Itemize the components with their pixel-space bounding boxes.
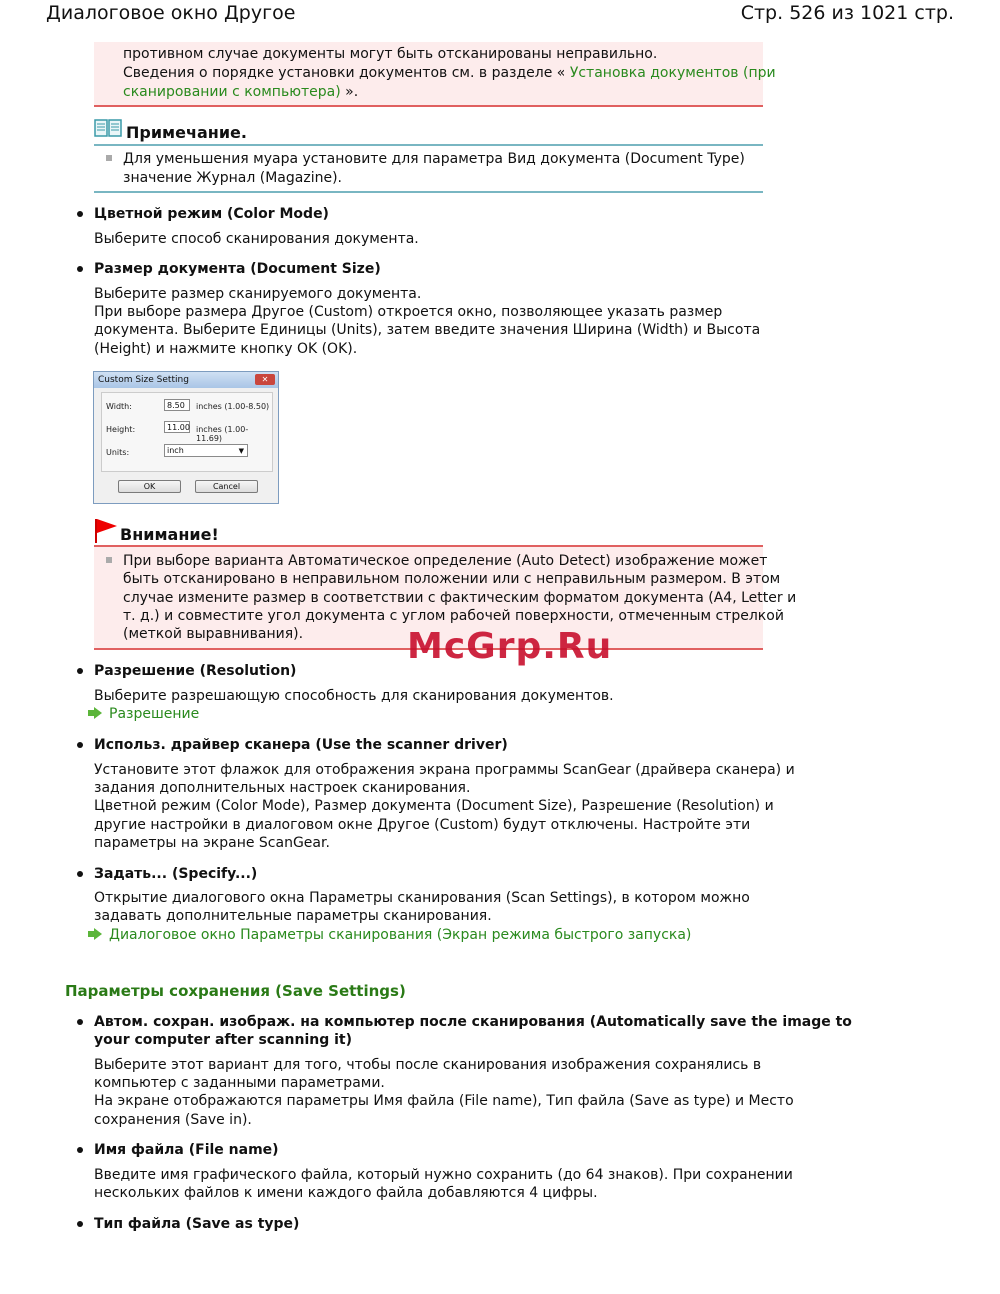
specify-desc: Открытие диалогового окна Параметры сканирования (Scan Settings), в котором можно — [94, 890, 750, 906]
note-title: Примечание. — [126, 123, 247, 142]
file-name-desc: Введите имя графического файла, который нужно сохранить (до 64 знаков). При сохранении — [94, 1167, 793, 1183]
chevron-down-icon: ▼ — [238, 447, 244, 455]
note-divider-top — [94, 144, 763, 146]
bullet — [77, 742, 83, 748]
watermark: McGrp.Ru — [407, 626, 613, 667]
width-range: inches (1.00-8.50) — [196, 402, 270, 411]
scanner-driver-desc: параметры на экране ScanGear. — [94, 835, 330, 851]
attention-line: т. д.) и совместите угол документа с углом рабочей поверхности, отмеченным стрелкой — [123, 608, 784, 624]
specify-link-row[interactable] — [94, 926, 691, 944]
scanner-driver-desc: другие настройки в диалоговом окне Другое (Custom) будут отключены. Настройте эти — [94, 817, 751, 833]
bullet — [77, 668, 83, 674]
top-warning-divider — [94, 105, 763, 107]
ok-button[interactable]: OK — [118, 480, 181, 493]
specify-desc: задавать дополнительные параметры сканирования. — [94, 908, 492, 924]
bullet — [77, 1019, 83, 1025]
top-warning-line: противном случае документы могут быть отсканированы неправильно. — [123, 46, 658, 62]
auto-save-desc: компьютер с заданными параметрами. — [94, 1075, 385, 1091]
custom-size-dialog — [93, 371, 279, 504]
scan-settings-link[interactable]: Диалоговое окно Параметры сканирования (Экран режима быстрого запуска) — [109, 927, 692, 943]
scanner-driver-desc: Установите этот флажок для отображения экрана программы ScanGear (драйвера сканера) и — [94, 762, 795, 778]
resolution-title: Разрешение (Resolution) — [94, 663, 297, 679]
auto-save-title: your computer after scanning it) — [94, 1032, 353, 1048]
dialog-title: Custom Size Setting — [98, 375, 189, 385]
units-label: Units: — [106, 448, 130, 457]
bullet — [77, 266, 83, 272]
bullet — [77, 1221, 83, 1227]
page-title: Диалоговое окно Другое — [46, 2, 296, 24]
note-bullet — [106, 155, 112, 161]
bullet — [77, 1147, 83, 1153]
units-select[interactable] — [164, 444, 248, 457]
page-number: Стр. 526 из 1021 стр. — [740, 2, 954, 24]
scanner-driver-desc: задания дополнительных настроек сканирования. — [94, 780, 471, 796]
resolution-link-row[interactable] — [94, 705, 199, 723]
bullet — [77, 211, 83, 217]
close-icon[interactable]: ✕ — [255, 374, 275, 385]
attention-line: быть отсканировано в неправильном положении или с неправильным размером. В этом — [123, 571, 781, 587]
top-warning-text-end: ». — [345, 84, 359, 100]
top-warning-text: Сведения о порядке установки документов см. в разделе « — [123, 65, 566, 81]
dialog-title-bar — [94, 372, 278, 388]
file-name-title: Имя файла (File name) — [94, 1142, 279, 1158]
units-value: inch — [167, 446, 184, 455]
scanner-driver-desc: Цветной режим (Color Mode), Размер документа (Document Size), Разрешение (Resolution) и — [94, 798, 774, 814]
note-line: Для уменьшения муара установите для параметра Вид документа (Document Type) — [123, 151, 745, 167]
dialog-body — [101, 392, 273, 472]
file-name-desc: нескольких файлов к имени каждого файла добавляются 4 цифры. — [94, 1185, 598, 1201]
color-mode-title: Цветной режим (Color Mode) — [94, 206, 329, 222]
height-range: inches (1.00-11.69) — [196, 425, 249, 443]
specify-title: Задать... (Specify...) — [94, 866, 258, 882]
book-icon — [94, 118, 122, 138]
doc-size-desc: При выборе размера Другое (Custom) откроется окно, позволяющее указать размер — [94, 304, 723, 320]
auto-save-desc: сохранения (Save in). — [94, 1112, 252, 1128]
cancel-button[interactable]: Cancel — [195, 480, 258, 493]
save-type-title: Тип файла (Save as type) — [94, 1216, 300, 1232]
auto-save-desc: Выберите этот вариант для того, чтобы после сканирования изображения сохранялись в — [94, 1057, 762, 1073]
height-input[interactable]: 11.00 — [164, 421, 190, 433]
auto-save-title: Автом. сохран. изображ. на компьютер после сканирования (Automatically save the image to — [94, 1014, 852, 1030]
doc-size-desc: документа. Выберите Единицы (Units), затем введите значения Ширина (Width) и Высота — [94, 322, 761, 338]
width-input[interactable]: 8.50 — [164, 399, 190, 411]
doc-placement-link[interactable]: Установка документов (при — [569, 65, 776, 81]
width-label: Width: — [106, 402, 132, 411]
flag-icon — [94, 518, 118, 544]
scanner-driver-title: Использ. драйвер сканера (Use the scanner driver) — [94, 737, 508, 753]
doc-placement-link-cont[interactable]: сканировании с компьютера) — [123, 84, 341, 100]
note-divider-bottom — [94, 191, 763, 193]
bullet — [77, 871, 83, 877]
resolution-link[interactable]: Разрешение — [109, 706, 200, 722]
doc-size-desc: (Height) и нажмите кнопку OK (OK). — [94, 341, 358, 357]
auto-save-desc: На экране отображаются параметры Имя файла (File name), Тип файла (Save as type) и Место — [94, 1093, 794, 1109]
attention-line: При выборе варианта Автоматическое определение (Auto Detect) изображение может — [123, 553, 768, 569]
attention-line: (меткой выравнивания). — [123, 626, 304, 642]
color-mode-desc: Выберите способ сканирования документа. — [94, 231, 419, 247]
save-settings-heading: Параметры сохранения (Save Settings) — [65, 982, 406, 1000]
attention-line: случае измените размер в соответствии с фактическим форматом документа (A4, Letter и — [123, 590, 797, 606]
resolution-desc: Выберите разрешающую способность для сканирования документов. — [94, 688, 614, 704]
note-line: значение Журнал (Magazine). — [123, 170, 342, 186]
doc-size-title: Размер документа (Document Size) — [94, 261, 381, 277]
height-label: Height: — [106, 425, 136, 434]
doc-size-desc: Выберите размер сканируемого документа. — [94, 286, 422, 302]
attention-title: Внимание! — [120, 525, 219, 544]
arrow-right-icon — [94, 705, 109, 723]
arrow-right-icon — [94, 926, 109, 944]
attention-bullet — [106, 557, 112, 563]
